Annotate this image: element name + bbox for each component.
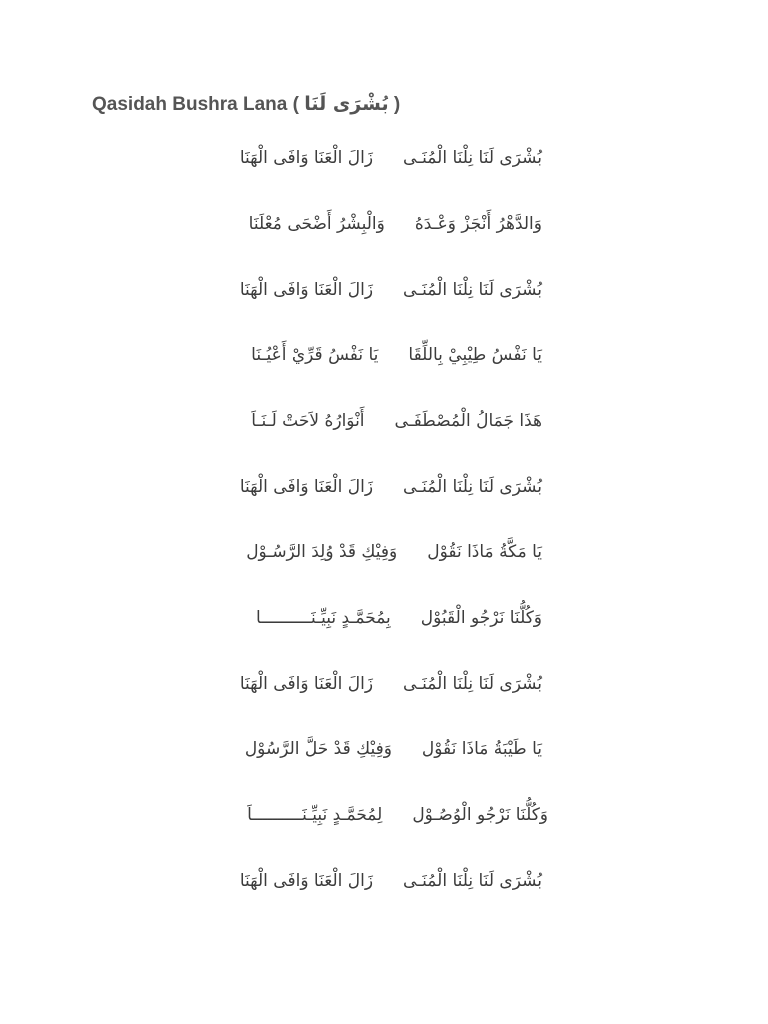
verse-first-half: يَا نَفْسُ طِيْبِيْ بِاللِّقَا — [408, 345, 542, 365]
verse-line — [247, 805, 548, 825]
verse-first-half: وَكُلُّنَا نَرْجُو الْقَبُوْل — [420, 608, 542, 628]
title-open-paren: ( — [292, 94, 299, 115]
title-close-paren: ) — [393, 94, 401, 115]
title-arabic: بُشْرَى لَنَا — [304, 93, 389, 115]
verse-second-half: يَا نَفْسُ قَرِّيْ أَعْيُـنَا — [251, 345, 379, 365]
verse-second-half: زَالَ الْعَنَا وَافَى الْهَنَا — [239, 477, 374, 497]
verse-first-half: بُشْرَى لَنَا نِلْنَا الْمُنَـى — [403, 871, 542, 891]
verse-second-half: وَفِيْكِ قَدْ وُلِدَ الرَّسُـوْل — [246, 542, 398, 562]
verse-first-half: يَا طَيْبَةُ مَاذَا نَقُوْل — [421, 739, 542, 759]
page-title — [92, 93, 400, 116]
verse-second-half: زَالَ الْعَنَا وَافَى الْهَنَا — [239, 871, 374, 891]
verse-first-half: بُشْرَى لَنَا نِلْنَا الْمُنَـى — [403, 477, 542, 497]
verse-line — [240, 674, 542, 694]
verse-line — [249, 214, 542, 234]
title-latin: Qasidah Bushra Lana — [92, 94, 288, 115]
verse-first-half: بُشْرَى لَنَا نِلْنَا الْمُنَـى — [403, 280, 542, 300]
verse-second-half: زَالَ الْعَنَا وَافَى الْهَنَا — [239, 674, 374, 694]
verse-first-half: بُشْرَى لَنَا نِلْنَا الْمُنَـى — [403, 674, 542, 694]
verse-line — [240, 148, 542, 168]
verse-second-half: زَالَ الْعَنَا وَافَى الْهَنَا — [239, 280, 374, 300]
verse-line — [256, 608, 542, 628]
verse-line — [246, 542, 542, 562]
verse-first-half: هَذَا جَمَالُ الْمُصْطَفَـى — [394, 411, 542, 431]
verse-first-half: وَالدَّهْرُ أَنْجَزْ وَعْـدَهُ — [414, 214, 542, 234]
verse-first-half: بُشْرَى لَنَا نِلْنَا الْمُنَـى — [403, 148, 542, 168]
verse-second-half: زَالَ الْعَنَا وَافَى الْهَنَا — [239, 148, 374, 168]
verse-second-half: لِمُحَمَّـدٍ نَبِيِّـنَــــــــــاَ — [247, 805, 383, 825]
verse-line — [251, 411, 542, 431]
verse-first-half: وَكُلُّنَا نَرْجُو الْوُصُـوْل — [412, 805, 548, 825]
verse-second-half: وَالْبِشْرُ أَضْحَى مُعْلَنَا — [248, 214, 385, 234]
verse-second-half: أَنْوَارُهُ لاَحَتْ لَـنَـاَ — [251, 411, 365, 431]
verse-line — [245, 739, 542, 759]
verse-second-half: وَفِيْكِ قَدْ حَلَّ الرَّسُوْل — [244, 739, 392, 759]
verse-line — [251, 345, 542, 365]
verse-second-half: بِمُحَمَّـدٍ نَبِيِّـنَــــــــــا — [256, 608, 391, 628]
verse-line — [240, 871, 542, 891]
verse-first-half: يَا مَكَّةُ مَاذَا نَقُوْل — [427, 542, 542, 562]
verse-line — [240, 280, 542, 300]
verse-line — [240, 477, 542, 497]
